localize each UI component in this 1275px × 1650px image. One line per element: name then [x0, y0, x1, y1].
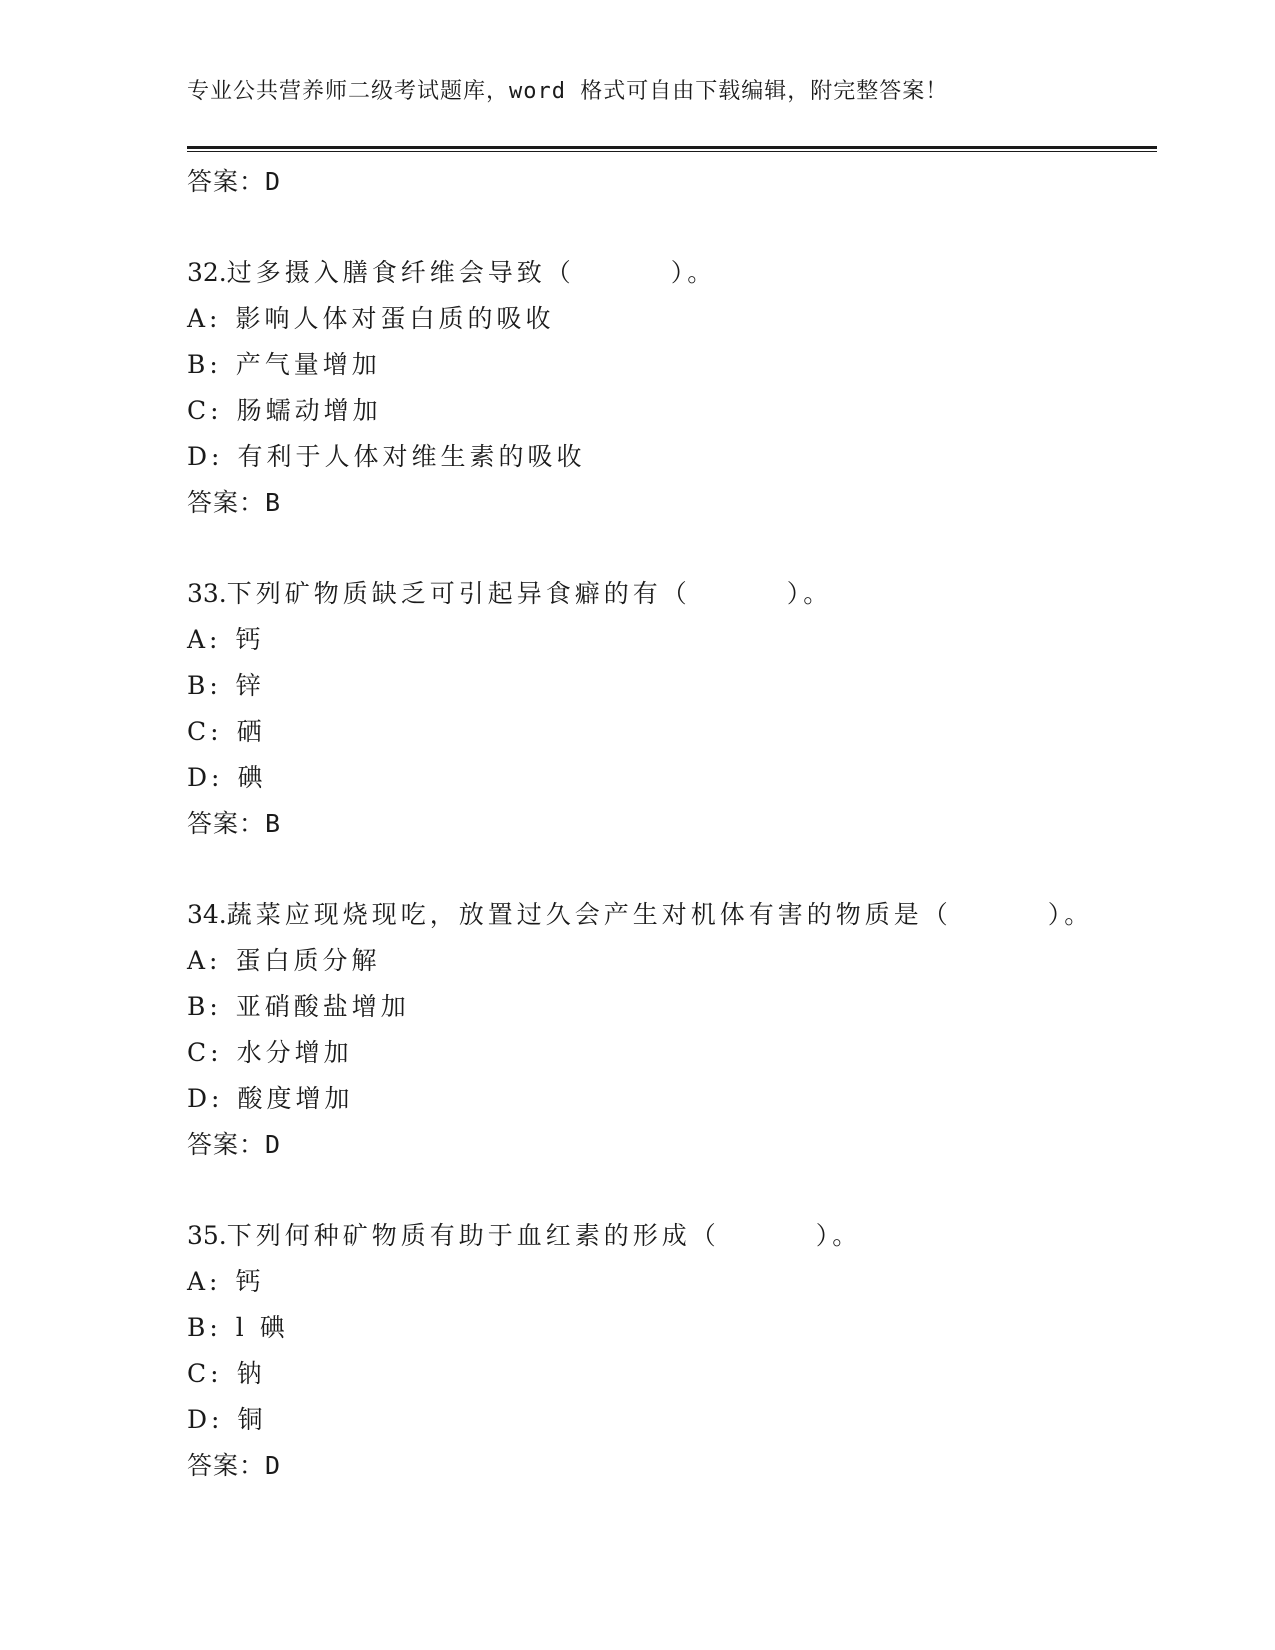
option-text: 水分增加 — [236, 1038, 353, 1067]
option-text: 硒 — [236, 717, 266, 746]
document-body — [187, 159, 1147, 1489]
option-text: 蛋白质分解 — [235, 946, 381, 975]
option-key: C: — [187, 396, 223, 425]
answer-line — [187, 480, 1147, 526]
option-item — [187, 342, 1147, 388]
option-text: 铜 — [237, 1405, 267, 1434]
question-number: 33. — [187, 579, 227, 608]
question-text: 过多摄入膳食纤维会导致（ — [226, 258, 575, 287]
option-item — [187, 984, 1147, 1030]
option-item — [187, 388, 1147, 434]
answer-label: 答案： — [187, 809, 266, 838]
question-spacer — [187, 205, 1147, 250]
option-item — [187, 1259, 1147, 1305]
option-text: 亚硝酸盐增加 — [235, 992, 410, 1021]
option-item — [187, 938, 1147, 984]
question-number: 34. — [187, 900, 227, 929]
option-text: 酸度增加 — [237, 1084, 354, 1113]
option-key: D: — [187, 1405, 224, 1434]
answer-value: D — [265, 167, 282, 196]
header-rule-thick — [187, 146, 1157, 149]
question-list — [187, 205, 1147, 1489]
option-item — [187, 709, 1147, 755]
option-key: D: — [187, 1084, 224, 1113]
question-number: 35. — [187, 1221, 227, 1250]
answer-value: D — [265, 1451, 282, 1480]
option-key: A: — [187, 946, 222, 975]
question-number: 32. — [187, 258, 227, 287]
question-text-end: ）。 — [786, 579, 833, 608]
answer-line — [187, 801, 1147, 847]
option-key: B: — [187, 350, 222, 379]
question-text: 下列何种矿物质有助于血红素的形成（ — [226, 1221, 720, 1250]
question-stem — [187, 1213, 1147, 1259]
question-block — [187, 250, 1147, 526]
previous-answer — [187, 159, 1147, 205]
answer-line — [187, 1443, 1147, 1489]
option-text: 有利于人体对维生素的吸收 — [237, 442, 586, 471]
question-text: 蔬菜应现烧现吃，放置过久会产生对机体有害的物质是（ — [226, 900, 952, 929]
option-key: A: — [187, 1267, 222, 1296]
option-item — [187, 755, 1147, 801]
answer-value: D — [265, 1130, 282, 1159]
option-key: D: — [187, 763, 224, 792]
option-text: 钙 — [235, 625, 265, 654]
option-text: 产气量增加 — [235, 350, 381, 379]
option-key: A: — [187, 625, 222, 654]
option-text: 钙 — [235, 1267, 265, 1296]
question-block — [187, 1213, 1147, 1489]
option-item — [187, 1397, 1147, 1443]
option-text: 影响人体对蛋白质的吸收 — [235, 304, 555, 333]
option-key: C: — [187, 1359, 223, 1388]
option-item — [187, 296, 1147, 342]
option-key: B: — [187, 671, 222, 700]
option-item — [187, 617, 1147, 663]
question-spacer — [187, 1168, 1147, 1213]
answer-line — [187, 1122, 1147, 1168]
page-header: 专业公共营养师二级考试题库，word 格式可自由下载编辑，附完整答案！ — [187, 79, 949, 104]
answer-label: 答案： — [187, 488, 266, 517]
option-key: B: — [187, 992, 222, 1021]
question-spacer — [187, 847, 1147, 892]
question-spacer — [187, 526, 1147, 571]
question-text-end: ）。 — [670, 258, 717, 287]
question-stem — [187, 892, 1147, 938]
option-key: A: — [187, 304, 222, 333]
option-text: l 碘 — [235, 1313, 289, 1342]
question-text-end: ）。 — [1047, 900, 1094, 929]
question-block — [187, 571, 1147, 847]
question-stem — [187, 571, 1147, 617]
option-text: 碘 — [237, 763, 267, 792]
option-text: 锌 — [235, 671, 265, 700]
option-key: B: — [187, 1313, 222, 1342]
question-text: 下列矿物质缺乏可引起异食癖的有（ — [226, 579, 691, 608]
answer-value: B — [265, 488, 282, 517]
question-block — [187, 892, 1147, 1168]
question-text-end: ）。 — [815, 1221, 862, 1250]
answer-label: 答案： — [187, 1130, 266, 1159]
option-item — [187, 1305, 1147, 1351]
option-text: 肠蠕动增加 — [236, 396, 382, 425]
question-stem — [187, 250, 1147, 296]
option-key: C: — [187, 717, 223, 746]
option-item — [187, 1351, 1147, 1397]
option-item — [187, 1030, 1147, 1076]
answer-label: 答案： — [187, 1451, 266, 1480]
answer-value: B — [265, 809, 282, 838]
option-item — [187, 663, 1147, 709]
header-rule-thin — [187, 151, 1157, 152]
option-item — [187, 434, 1147, 480]
option-text: 钠 — [236, 1359, 266, 1388]
answer-label: 答案： — [187, 167, 266, 196]
option-key: D: — [187, 442, 224, 471]
option-key: C: — [187, 1038, 223, 1067]
option-item — [187, 1076, 1147, 1122]
